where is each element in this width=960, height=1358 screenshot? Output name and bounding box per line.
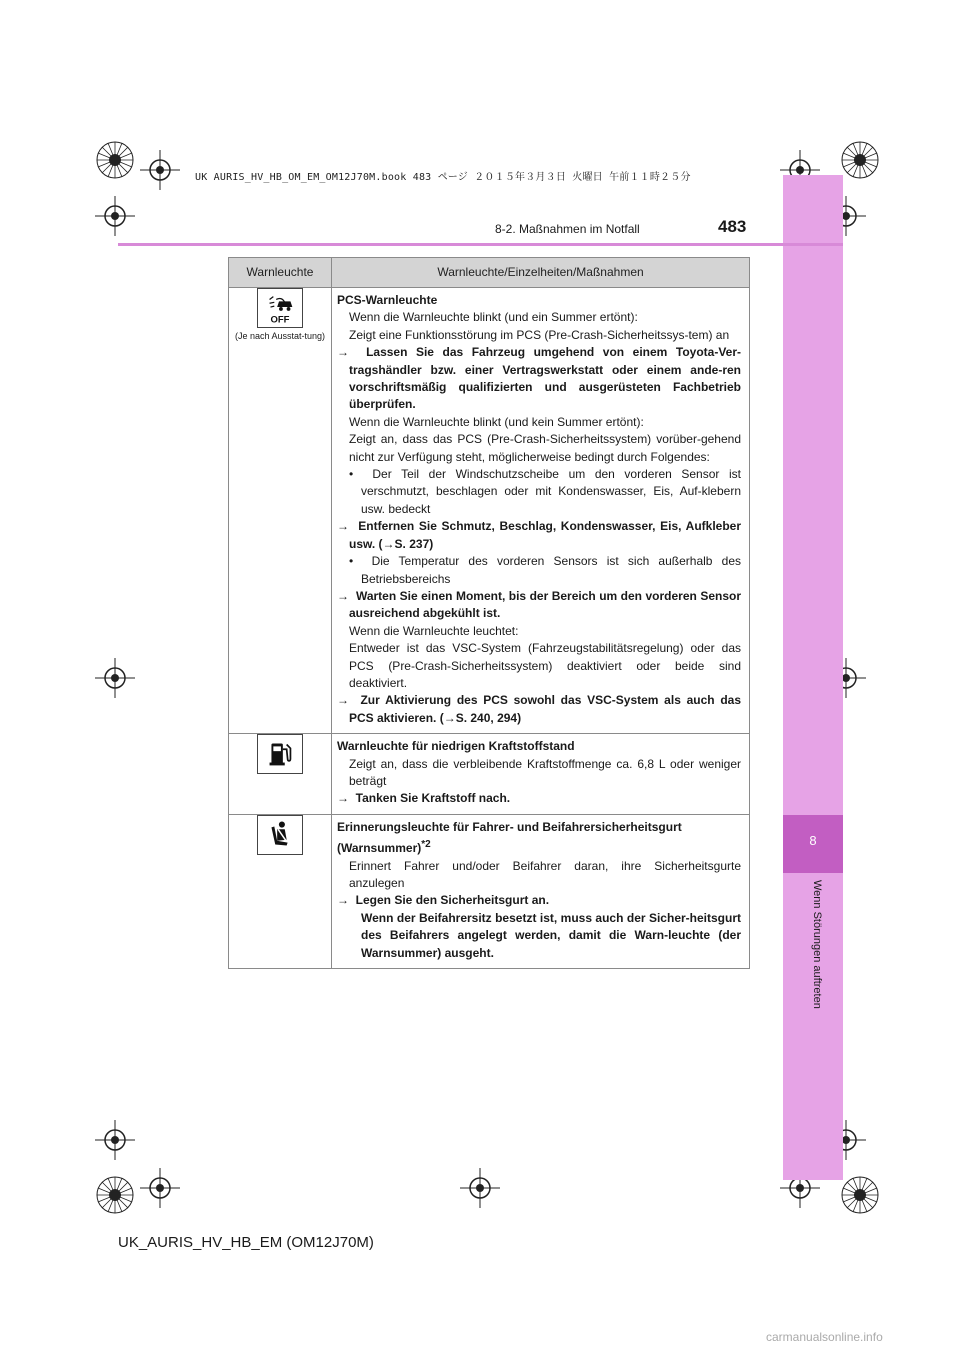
row-title-text: Erinnerungsleuchte für Fahrer- und Beifahrersicherheitsgurt (Warnsummer) [337, 819, 682, 856]
column-header-warnleuchte: Warnleuchte [229, 258, 332, 288]
header-rule [118, 243, 843, 246]
manual-code: UK_AURIS_HV_HB_EM (OM12J70M) [118, 1234, 374, 1251]
crosshair-mark-9 [140, 1168, 180, 1208]
crosshair-mark-1 [140, 150, 180, 190]
action-line: → Lassen Sie das Fahrzeug umgehend von einem Toyota-Ver-tragshändler bzw. einer Vertragswerkstatt oder einem ande-ren vorschriftsmäßig qualifizierten und ausgerüsteten Fachbetrieb überprüfen. [337, 344, 741, 414]
chapter-tab[interactable] [783, 815, 843, 873]
registration-mark-top-left [90, 135, 140, 185]
warning-light-table [228, 257, 750, 969]
chapter-title: Wenn Störungen auftreten [811, 880, 823, 1009]
bullet-line: • Die Temperatur des vorderen Sensors ist sich außerhalb des Betriebsbereichs [337, 553, 741, 588]
row-title: PCS-Warnleuchte [337, 293, 438, 307]
pcs-off-icon [257, 288, 303, 328]
icon-cell [229, 288, 332, 734]
action-line: → Warten Sie einen Moment, bis der Bereich um den vorderen Sensor ausreichend abgekühlt ist. [337, 588, 741, 623]
print-info: UK AURIS_HV_HB_OM_EM_OM12J70M.book 483 ページ ２０１５年３月３日 火曜日 午前１１時２５分 [195, 172, 691, 183]
seatbelt-icon [257, 815, 303, 855]
details-cell [332, 814, 750, 968]
section-title: 8-2. Maßnahmen im Notfall [495, 222, 640, 236]
action-line: → Entfernen Sie Schmutz, Beschlag, Kondenswasser, Eis, Aufkleber usw. (→S. 237) [337, 518, 741, 553]
chapter-number: 8 [809, 833, 817, 848]
watermark: carmanualsonline.info [766, 1330, 883, 1344]
row-title [337, 819, 741, 858]
crosshair-mark-7 [95, 1120, 135, 1160]
fuel-pump-icon [257, 734, 303, 774]
table-row [229, 734, 750, 815]
line: Zeigt an, dass die verbleibende Kraftstoffmenge ca. 6,8 L oder weniger beträgt [349, 756, 741, 788]
icon-cell [229, 734, 332, 815]
footnote-ref[interactable]: *2 [421, 839, 431, 851]
page-number: 483 [718, 217, 747, 236]
icon-cell [229, 814, 332, 968]
details-cell [332, 288, 750, 734]
row-title: Warnleuchte für niedrigen Kraftstoffstand [337, 739, 575, 754]
crosshair-mark-5 [95, 658, 135, 698]
action-line: → Zur Aktivierung des PCS sowohl das VSC-System als auch das PCS aktivieren. (→S. 240, 294) [337, 692, 741, 727]
line: Wenn die Warnleuchte blinkt (und ein Summer ertönt): [349, 310, 638, 325]
details-cell [332, 734, 750, 815]
crosshair-mark-2 [95, 196, 135, 236]
line: Wenn die Warnleuchte blinkt (und kein Summer ertönt): [349, 414, 644, 429]
emphasis-line: Wenn der Beifahrersitz besetzt ist, muss auch der Sicher-heitsgurt des Beifahrers angelegt werden, damit die Warn-leuchte (der Warnsummer) ausgeht. [361, 910, 741, 960]
action-line: → Legen Sie den Sicherheitsgurt an. [337, 892, 741, 909]
bullet-line: • Der Teil der Windschutzscheibe um den vorderen Sensor ist verschmutzt, beschlagen oder mit Kondenswasser, Eis, Auf-klebern usw. bedeckt [337, 466, 741, 518]
table-header-row [229, 258, 750, 288]
line: Erinnert Fahrer und/oder Beifahrer daran, ihre Sicherheitsgurte anzulegen [349, 858, 741, 890]
line: Zeigt an, dass das PCS (Pre-Crash-Sicherheitssystem) vorüber-gehend nicht zur Verfügung steht, möglicherweise bedingt durch Folgendes: [349, 432, 741, 464]
registration-mark-bottom-left [90, 1170, 140, 1220]
line: Entweder ist das VSC-System (Fahrzeugstabilitätsregelung) oder das PCS (Pre-Crash-Sicherheitssystem) deaktiviert oder beide sind deaktiviert. [349, 641, 741, 690]
pcs-off-icon-label: OFF [270, 314, 290, 326]
line: Zeigt eine Funktionsstörung im PCS (Pre-Crash-Sicherheitssys-tem) an [349, 327, 730, 342]
crosshair-mark-10 [460, 1168, 500, 1208]
action-line: → Tanken Sie Kraftstoff nach. [337, 790, 741, 807]
line: Wenn die Warnleuchte leuchtet: [349, 623, 519, 638]
table-row [229, 288, 750, 734]
equipment-note: (Je nach Ausstat-tung) [234, 331, 326, 341]
table-row [229, 814, 750, 968]
column-header-details: Warnleuchte/Einzelheiten/Maßnahmen [332, 258, 750, 288]
